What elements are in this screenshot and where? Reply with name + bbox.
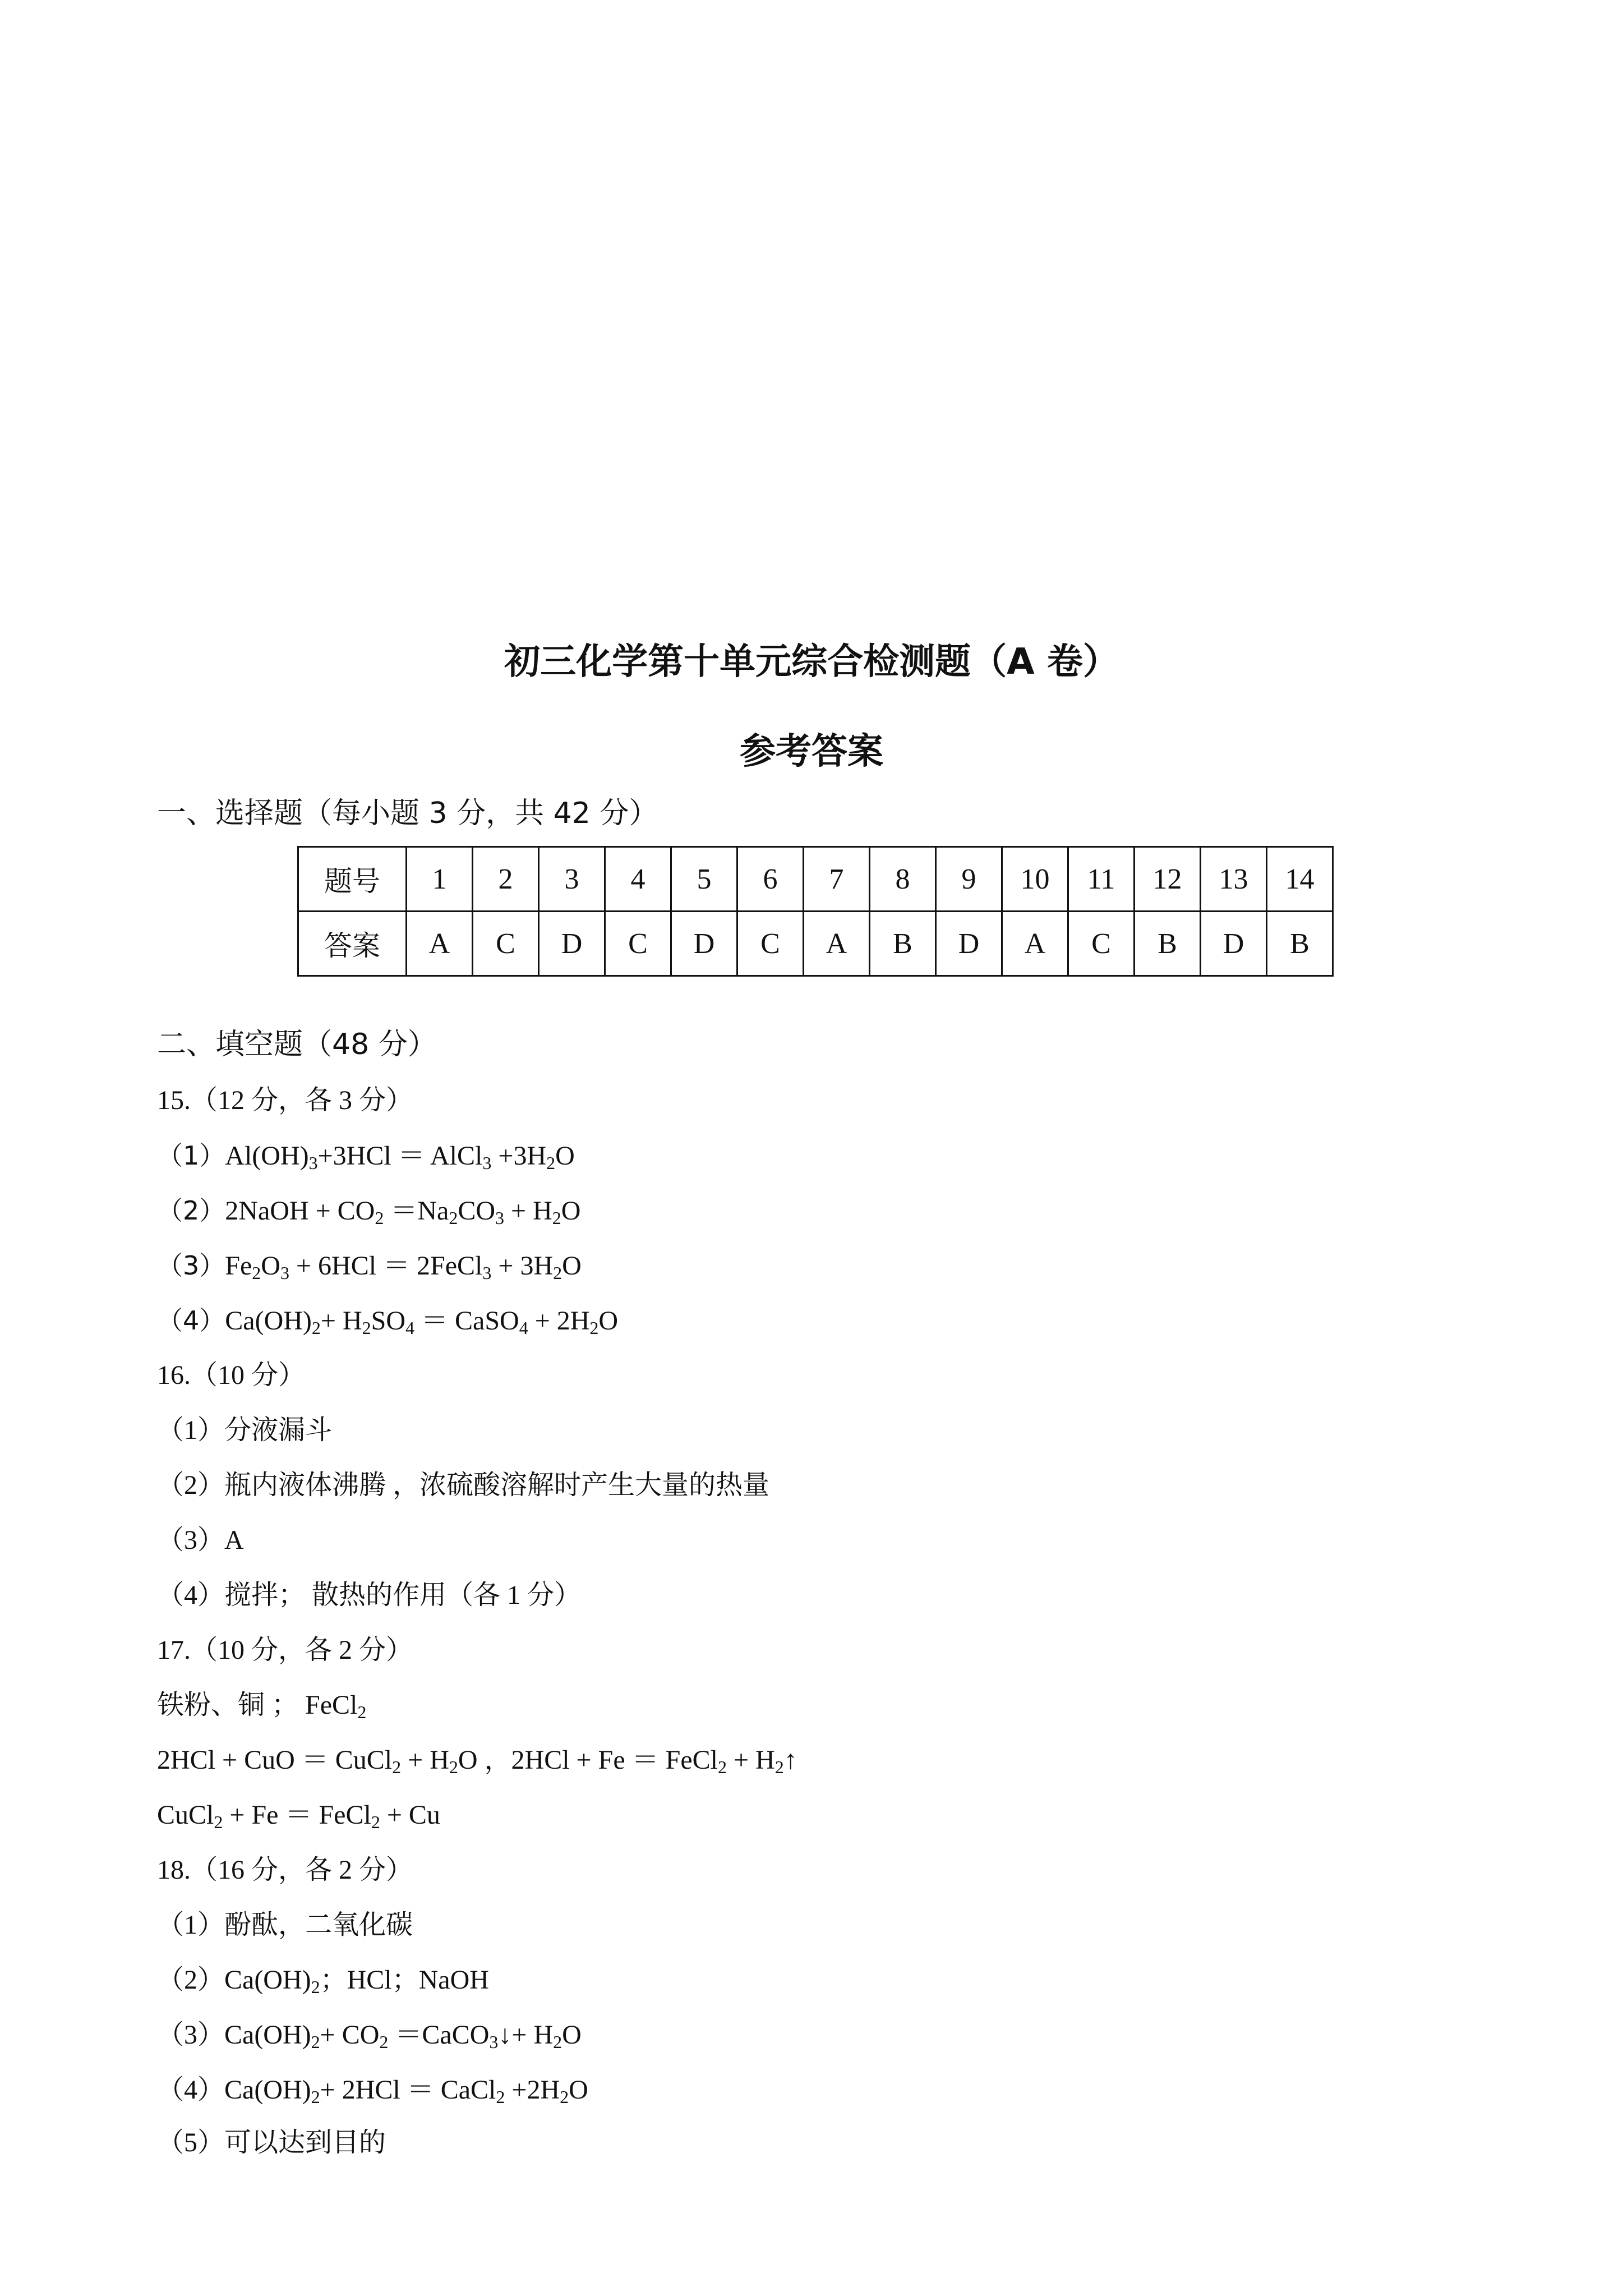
answer-cell: D [539, 912, 605, 976]
answer-cell: A [1002, 912, 1068, 976]
answer-cell: A [804, 912, 870, 976]
question-number-cell: 11 [1068, 847, 1135, 912]
question-number-cell: 9 [936, 847, 1002, 912]
q15-line-2 [157, 1194, 580, 1228]
q16-line-3: （3）A [157, 1525, 244, 1555]
equation: $Al(OH)_3+3HCl$ ＝ AlCl$_3$ $+3H_2O$ [225, 1141, 575, 1173]
question-number-cell: 14 [1267, 847, 1333, 912]
item-prefix: （3） [157, 1250, 225, 1281]
document-title: 初三化学第十单元综合检测题（A 卷） [504, 641, 1119, 683]
question-number-cell: 2 [473, 847, 539, 912]
answer-cell: C [737, 912, 804, 976]
question-number-cell: 10 [1002, 847, 1068, 912]
q18-line-1: （1）酚酞，二氧化碳 [157, 1910, 413, 1940]
q17-line-1: 铁粉、铜 ； FeCl$_2$ [157, 1690, 367, 1722]
row-label-number: 题号 [298, 847, 407, 912]
q15-line-4 [157, 1304, 618, 1338]
equation: $Ca(OH)_2+ H_2SO_4$ ＝ CaSO$_4$ + $2H_2O$ [225, 1306, 619, 1338]
answer-cell: D [1201, 912, 1267, 976]
q17-line-3: CuCl$_2$ + Fe ＝ FeCl$_2$ + Cu [157, 1800, 440, 1832]
q16-line-4: （4）搅拌； 散热的作用（各 1 分） [157, 1580, 582, 1610]
answer-cell: A [407, 912, 473, 976]
q15-line-3 [157, 1249, 582, 1283]
answer-cell: B [1267, 912, 1333, 976]
question-number-cell: 12 [1135, 847, 1201, 912]
q15-header: 15.（12 分，各 3 分） [157, 1085, 413, 1115]
question-number-cell: 3 [539, 847, 605, 912]
document-subtitle: 参考答案 [740, 731, 883, 772]
table-row-numbers [298, 847, 1333, 912]
answer-cell: B [1135, 912, 1201, 976]
row-label-answer: 答案 [298, 912, 407, 976]
question-number-cell: 13 [1201, 847, 1267, 912]
question-number-cell: 1 [407, 847, 473, 912]
q16-line-2: （2）瓶内液体沸腾 ，浓硫酸溶解时产生大量的热量 [157, 1470, 770, 1500]
equation: $Fe_2O_3 + 6HCl$ ＝ 2FeCl$_3$ + $3H_2O$ [225, 1251, 582, 1283]
answer-cell: C [1068, 912, 1135, 976]
answer-cell: C [473, 912, 539, 976]
answer-cell: C [605, 912, 671, 976]
table-row-answers [298, 912, 1333, 976]
answer-cell: B [870, 912, 936, 976]
equation: 2NaOH + $CO_2 =Na_2CO_3 + H_2O$ [225, 1196, 581, 1228]
answer-cell: D [936, 912, 1002, 976]
answer-table [297, 846, 1334, 977]
section-2-heading: 二、填空题（48 分） [157, 1028, 437, 1061]
q16-header: 16.（10 分） [157, 1360, 306, 1390]
q17-header: 17.（10 分，各 2 分） [157, 1635, 413, 1665]
q18-line-4: $(4)Ca(OH)_2+ 2HCl$ ＝ CaCl$_2$ $+2H_2O$ [157, 2075, 588, 2107]
q18-line-3: $(3)Ca(OH)_2+ CO_2$ ＝CaCO$_3$↓+ $H_2O$ [157, 2020, 582, 2052]
question-number-cell: 5 [671, 847, 737, 912]
item-prefix: （1） [157, 1140, 225, 1171]
q17-line-2: 2HCl + CuO ＝ CuCl$_2$ + $H_2O$ ，2HCl + Fe ＝ FeCl$_2$ + $H_2↑$ [157, 1745, 797, 1777]
question-number-cell: 4 [605, 847, 671, 912]
question-number-cell: 7 [804, 847, 870, 912]
answer-cell: D [671, 912, 737, 976]
question-number-cell: 8 [870, 847, 936, 912]
q18-line-5: （5）可以达到目的 [157, 2128, 386, 2157]
q16-line-1: （1）分液漏斗 [157, 1415, 333, 1445]
q15-line-1 [157, 1139, 575, 1173]
item-prefix: （4） [157, 1305, 225, 1336]
q18-line-2: $(2)Ca(OH)_2$；HCl；NaOH [157, 1965, 489, 1997]
item-prefix: （2） [157, 1195, 225, 1226]
section-1-heading: 一、选择题（每小题 3 分，共 42 分） [157, 797, 658, 830]
question-number-cell: 6 [737, 847, 804, 912]
q18-header: 18.（16 分，各 2 分） [157, 1855, 413, 1885]
